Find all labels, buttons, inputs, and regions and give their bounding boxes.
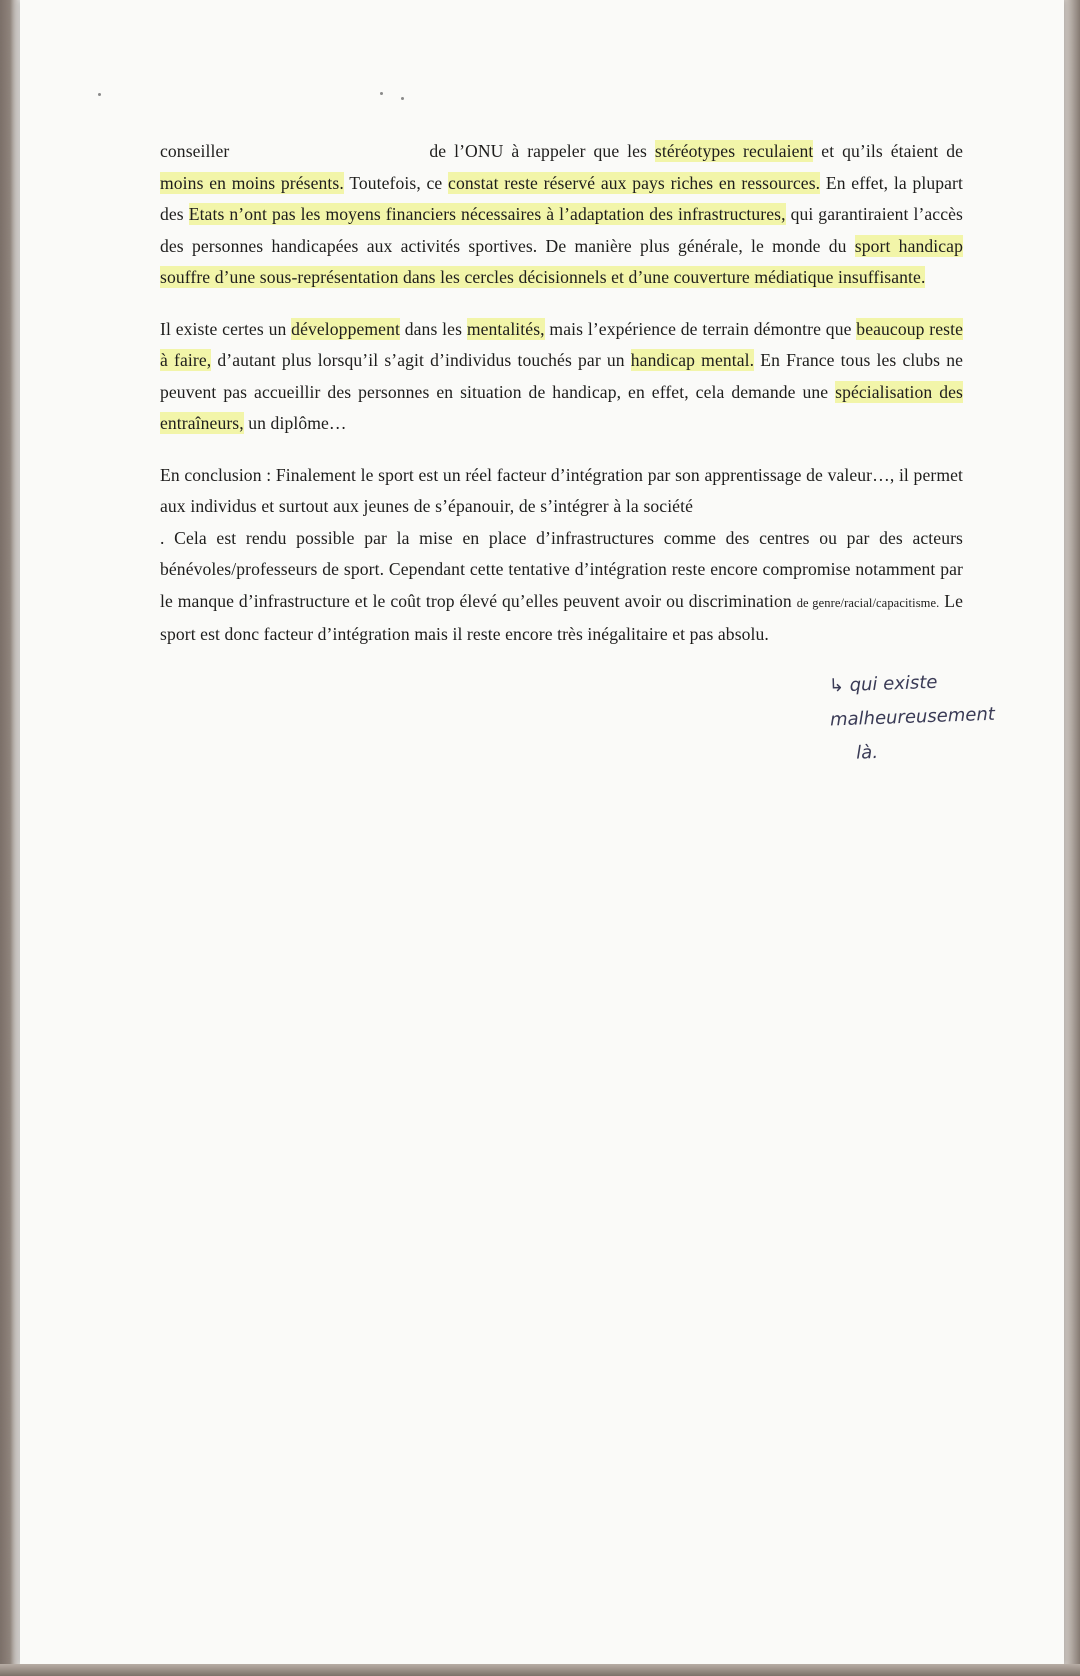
paper-speck bbox=[380, 92, 383, 95]
paragraph-1 bbox=[160, 136, 963, 294]
highlighted-text: handicap mental. bbox=[630, 350, 755, 370]
table-edge bbox=[0, 1664, 1080, 1676]
text-run: qui garantiraient l’accès des personnes handicapées aux activités sportives. De manière plus générale, le monde du bbox=[160, 204, 963, 256]
text-run: de l’ONU à rappeler que les bbox=[429, 141, 655, 161]
handwritten-line-1: ↳ qui existe malheureusement bbox=[828, 671, 996, 731]
text-run: et qu’ils étaient de bbox=[813, 141, 963, 161]
text-run: d’autant plus lorsqu’il s’agit d’individus touchés par un bbox=[211, 350, 631, 370]
text-run: Il existe certes un bbox=[160, 318, 292, 339]
paper-sheet bbox=[20, 0, 1064, 1665]
text-run: dans les bbox=[399, 318, 467, 339]
highlighted-text: sport handicap souffre d’une sous-représentation dans les cercles décisionnels et d’une couverture médiatique insuffisante. bbox=[160, 235, 963, 287]
text-run: En France tous les clubs ne peuvent pas accueillir des personnes en situation de handicap, en effet, cela demande une bbox=[160, 350, 964, 402]
paragraph-2 bbox=[160, 314, 963, 440]
highlighted-text: stéréotypes reculaient bbox=[654, 141, 814, 161]
text-run: de genre/racial/capacitisme. bbox=[796, 595, 940, 610]
paper-speck bbox=[401, 97, 404, 100]
document-body bbox=[160, 136, 963, 671]
text-run: Toutefois, ce bbox=[343, 172, 449, 193]
text-run: . Cela est rendu possible par la mise en place d’infrastructures comme des centres ou par des acteurs bénévoles/professeurs de sport. Cependant cette tentative d’intégration reste encore compromise notamment par le manque d’infrastructure et le coût trop élevé qu’elles peuvent avoir ou discrimination bbox=[160, 527, 963, 611]
text-run: un diplôme… bbox=[243, 413, 347, 433]
highlighted-text: moins en moins présents. bbox=[160, 172, 344, 193]
highlighted-text: mentalités, bbox=[466, 318, 545, 339]
highlighted-text: spécialisation des entraîneurs, bbox=[160, 381, 963, 433]
highlighted-text: développement bbox=[291, 318, 400, 339]
text-run: En effet, la plupart des bbox=[160, 172, 963, 224]
text-run: mais l’expérience de terrain démontre que bbox=[544, 318, 857, 339]
highlighted-text: beaucoup reste à faire, bbox=[160, 318, 964, 370]
paragraph-3 bbox=[160, 460, 963, 651]
text-run: conseiller bbox=[160, 141, 230, 161]
text-run: En conclusion : Finalement le sport est un réel facteur d’intégration par son apprentissage de valeur…, il permet aux individus et surtout aux jeunes de s’épanouir, de s’intégrer à la société bbox=[160, 464, 963, 516]
text-run: Le sport est donc facteur d’intégration mais il reste encore très inégalitaire et pas absolu. bbox=[160, 590, 963, 644]
highlighted-text: constat reste réservé aux pays riches en ressources. bbox=[448, 172, 821, 193]
paper-speck bbox=[98, 93, 101, 96]
handwritten-annotation bbox=[828, 660, 1080, 771]
highlighted-text: Etats n’ont pas les moyens financiers nécessaires à l’adaptation des infrastructures, bbox=[188, 204, 786, 224]
handwritten-line-2: là. bbox=[855, 741, 879, 764]
